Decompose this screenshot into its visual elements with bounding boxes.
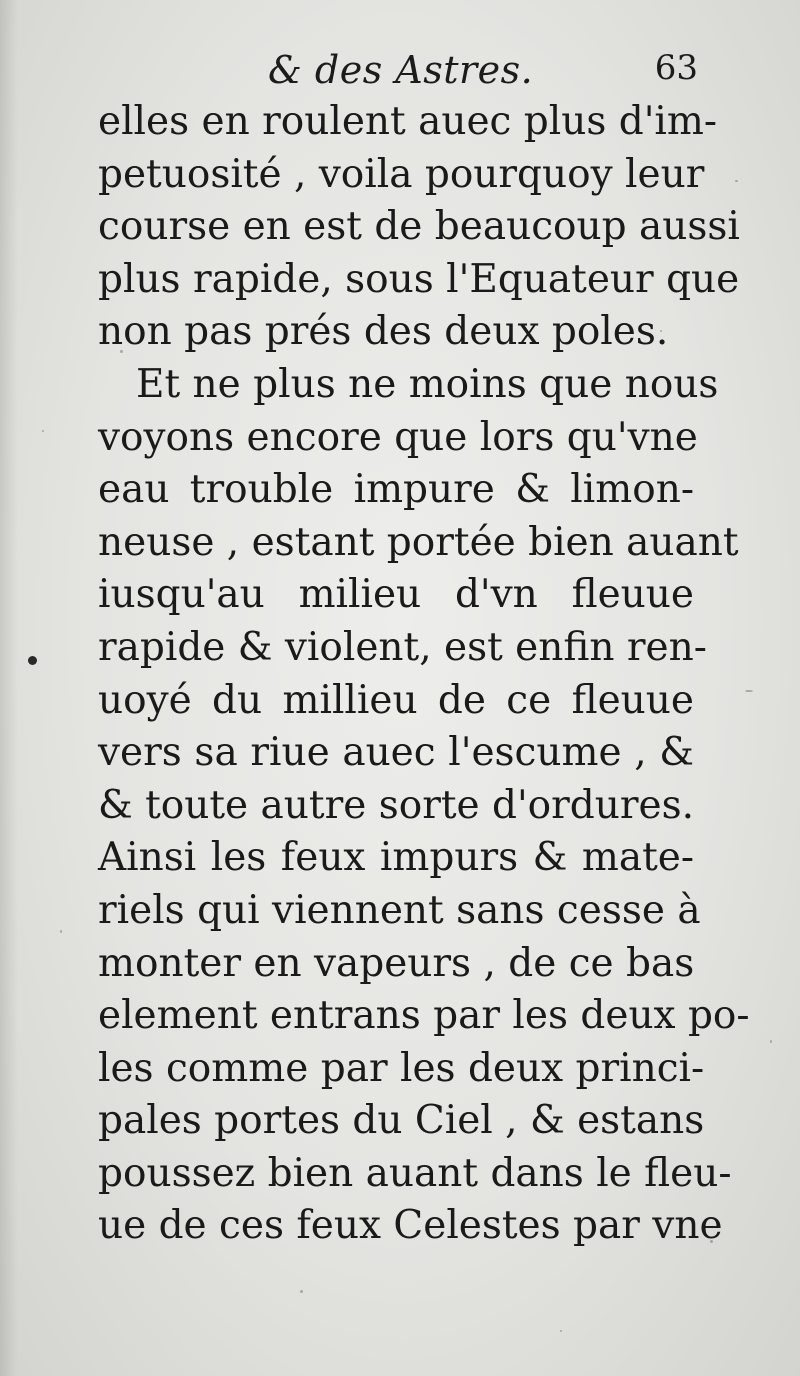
page-edge-shadow bbox=[0, 0, 18, 1376]
text-line: petuosité , voila pourquoy leur bbox=[98, 151, 705, 197]
text-line: monter en vapeurs , de ce bas bbox=[98, 940, 695, 986]
ink-spot bbox=[28, 656, 37, 665]
running-head bbox=[96, 44, 706, 100]
text-line: voyons encore que lors qu'vne bbox=[98, 414, 698, 460]
page-number: 63 bbox=[654, 48, 698, 88]
text-line: rapide & violent, est enfin ren- bbox=[98, 624, 707, 670]
text-line: course en est de beaucoup aussi bbox=[98, 204, 740, 250]
text-line: ue de ces feux Celestes par vne bbox=[98, 1203, 723, 1249]
text-line: neuse , estant portée bien auant bbox=[98, 519, 739, 565]
text-line: les comme par les deux princi- bbox=[98, 1045, 705, 1091]
running-title: & des Astres. bbox=[268, 48, 534, 92]
text-line: poussez bien auant dans le fleu- bbox=[98, 1150, 732, 1196]
text-line: non pas prés des deux poles. bbox=[98, 309, 669, 355]
text-line: Ainsi les feux impurs & mate- bbox=[98, 835, 694, 881]
text-line: riels qui viennent sans cesse à bbox=[98, 887, 701, 933]
text-line: plus rapide, sous l'Equateur que bbox=[98, 256, 740, 302]
text-line: vers sa riue auec l'escume , & bbox=[98, 730, 694, 776]
text-line: uoyé du millieu de ce fleuue bbox=[98, 677, 694, 723]
body-text bbox=[98, 96, 750, 1253]
text-line: eau trouble impure & limon- bbox=[98, 467, 694, 513]
text-line: elles en roulent auec plus d'im- bbox=[98, 99, 718, 144]
text-line: element entrans par les deux po- bbox=[98, 993, 750, 1039]
text-line: iusqu'au milieu d'vn fleuue bbox=[98, 572, 694, 618]
text-line: pales portes du Ciel , & estans bbox=[98, 1098, 705, 1144]
paragraph-start-line: Et ne plus ne moins que nous bbox=[136, 361, 719, 407]
text-line: & toute autre sorte d'ordures. bbox=[98, 782, 695, 828]
